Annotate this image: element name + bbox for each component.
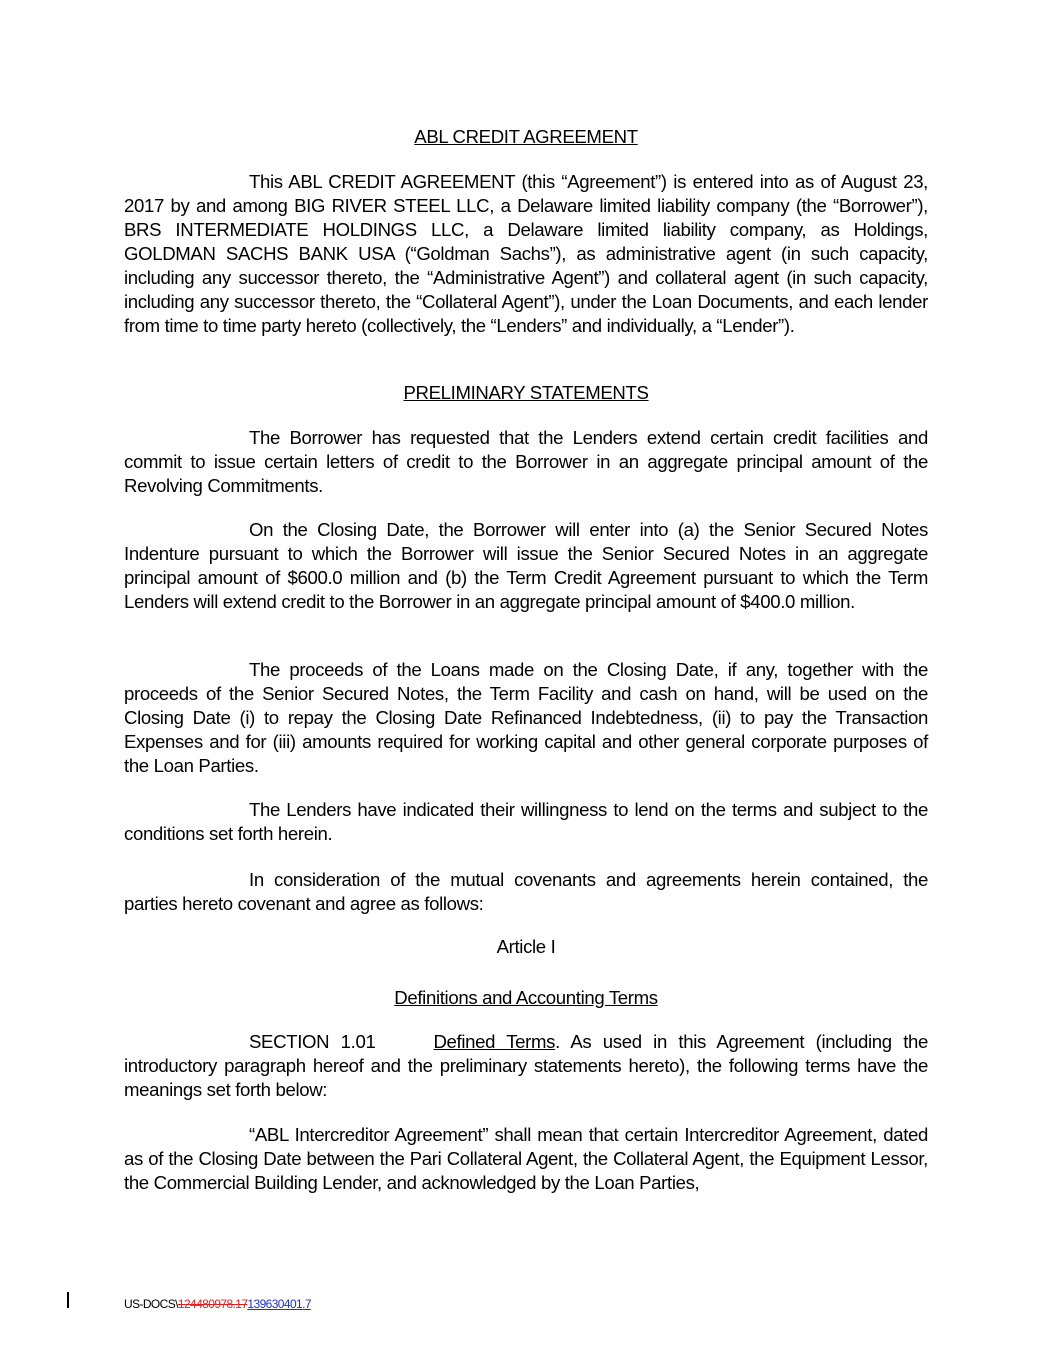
section-text: . As used in this Agreement (including the introductory paragraph hereof and the preliminary statements hereto), the following terms have the meanings set forth below: — [124, 1031, 929, 1100]
prelim-paragraph: In consideration of the mutual covenants and agreements herein contained, the parties hereto covenant and agree as follows: — [124, 869, 928, 914]
section-title: Defined Terms — [433, 1031, 556, 1052]
prelim-paragraph: The Lenders have indicated their willingness to lend on the terms and subject to the conditions set forth herein. — [124, 799, 928, 844]
preliminary-heading: PRELIMINARY STATEMENTS — [403, 382, 649, 403]
document-title — [124, 125, 928, 149]
footer-deleted-id: 124480978.17 — [177, 1297, 248, 1311]
section-paragraph — [124, 1030, 928, 1102]
footer-docid — [124, 1292, 311, 1316]
article-title: Definitions and Accounting Terms — [394, 987, 658, 1008]
prelim-paragraph: The Borrower has requested that the Lenders extend certain credit facilities and commit to issue certain letters of credit to the Borrower in an aggregate principal amount of the Revolving Commitments. — [124, 427, 928, 496]
footer-inserted-id: 139630401.7 — [247, 1297, 311, 1311]
prelim-paragraph: On the Closing Date, the Borrower will enter into (a) the Senior Secured Notes Indenture pursuant to which the Borrower will issue the Senior Secured Notes in an aggregate principal amount of $600.0 million and (b) the Term Credit Agreement pursuant to which the Term Lenders will extend credit to the Borrower in an aggregate principal amount of $400.0 million. — [124, 519, 928, 612]
title-text: ABL CREDIT AGREEMENT — [414, 126, 638, 147]
article-heading: Article I — [496, 936, 556, 957]
definition-paragraph: “ABL Intercreditor Agreement” shall mean that certain Intercreditor Agreement, dated as of the Closing Date between the Pari Collateral Agent, the Collateral Agent, the Equipment Lessor, the Commercial Building Lender, and acknowledged by the Loan Parties, — [124, 1124, 928, 1193]
intro-paragraph: This ABL CREDIT AGREEMENT (this “Agreement”) is entered into as of August 23, 2017 by and among BIG RIVER STEEL LLC, a Delaware limited liability company (the “Borrower”), BRS INTERMEDIATE HOLDINGS LLC, a Delaware limited liability company, as Holdings, GOLDMAN SACHS BANK USA (“Goldman Sachs”), as administrative agent (in such capacity, including any successor thereto, the “Administrative Agent”) and collateral agent (in such capacity, including any successor thereto, the “Collateral Agent”), under the Loan Documents, and each lender from time to time party hereto (collectively, the “Lenders” and individually, a “Lender”). — [124, 171, 928, 336]
change-bar — [67, 1292, 69, 1308]
footer-prefix: US-DOCS\ — [124, 1297, 178, 1311]
section-number: SECTION 1.01 — [249, 1031, 376, 1052]
prelim-paragraph: The proceeds of the Loans made on the Closing Date, if any, together with the proceeds of the Senior Secured Notes, the Term Facility and cash on hand, will be used on the Closing Date (i) to repay the Closing Date Refinanced Indebtedness, (ii) to pay the Transaction Expenses and for (iii) amounts required for working capital and other general corporate purposes of the Loan Parties. — [124, 659, 928, 776]
